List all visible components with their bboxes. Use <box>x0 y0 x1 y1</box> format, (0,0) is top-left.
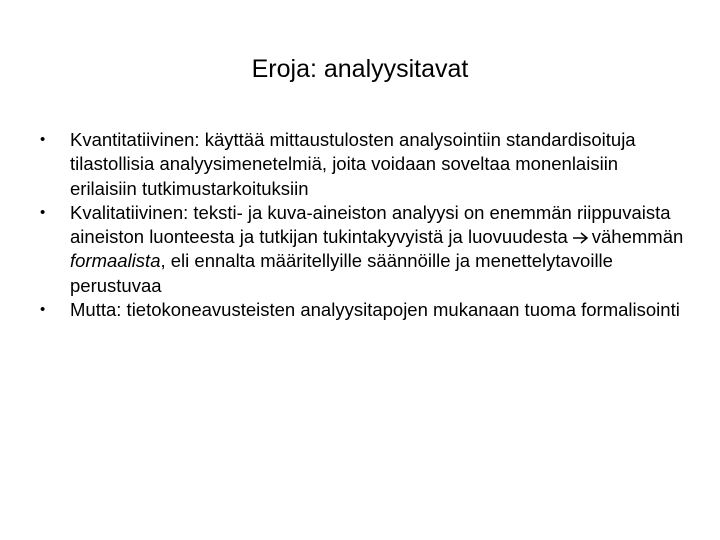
bullet-marker: • <box>40 203 46 221</box>
slide-title: Eroja: analyysitavat <box>251 55 469 83</box>
bullet-item-qualitative <box>40 201 690 298</box>
bullet-list <box>40 128 690 322</box>
right-arrow-icon <box>572 231 589 245</box>
bullet-text: Kvantitatiivinen: käyttää mittaustulosten analysointiin standardisoituja tilastollisia analyysimenetelmiä, joita voidaan soveltaa monenlaisiin erilaisiin tutkimustarkoituksiin <box>70 129 636 199</box>
bullet-marker: • <box>40 131 46 148</box>
bullet-item-formalisation <box>40 298 690 322</box>
bullet-text: Mutta: tietokoneavusteisten analyysitapojen mukanaan tuoma formalisointi <box>70 299 680 321</box>
bullet-item-quantitative <box>40 128 690 201</box>
bullet-text: Kvalitatiivinen: teksti- ja kuva-aineiston analyysi on enemmän riippuvaista aineiston luonteesta ja tutkijan tukintakyvyistä ja luovuudesta <box>70 201 671 248</box>
bullet-text: vähemmän <box>591 226 684 248</box>
bullet-text: , eli ennalta määritellyille säännöille ja menettelytavoille perustuvaa <box>70 250 613 296</box>
bullet-marker: • <box>40 301 46 319</box>
emphasis-text: formaalista <box>70 250 161 272</box>
